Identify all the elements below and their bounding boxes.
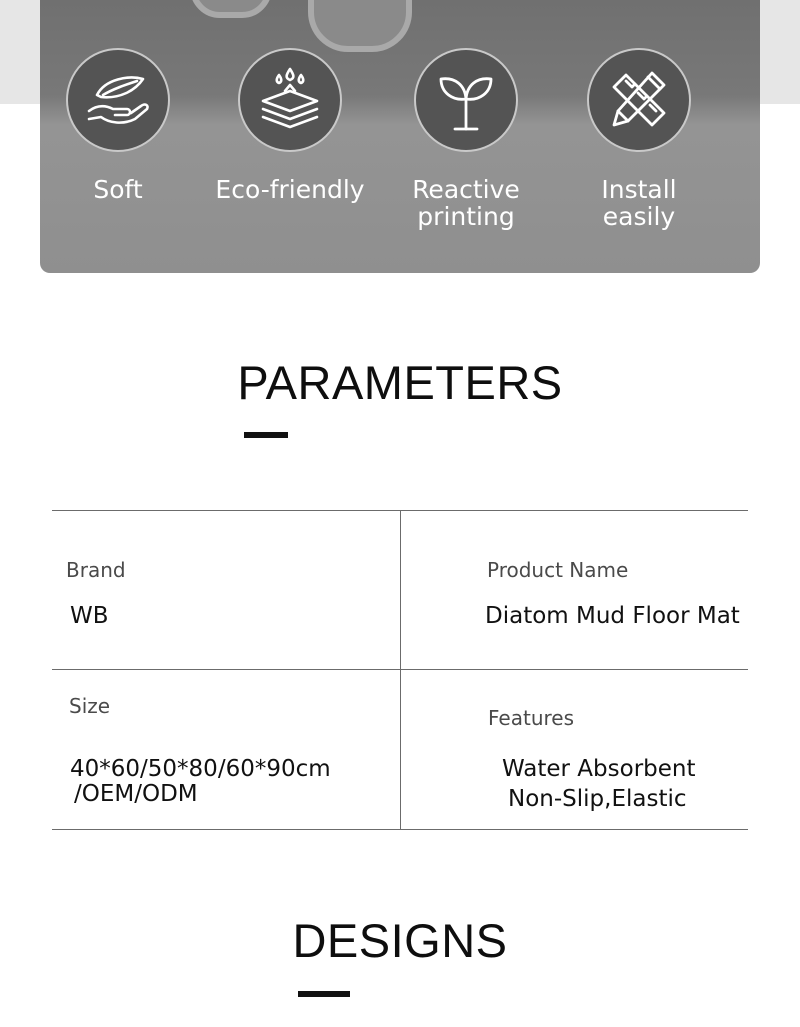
designs-title: DESIGNS [292, 914, 508, 967]
features-banner [40, 0, 760, 273]
title-underline [298, 991, 350, 997]
product-name-label: Product Name [487, 558, 629, 582]
features-value-line2: Non-Slip,Elastic [508, 786, 687, 812]
size-value-line1: 40*60/50*80/60*90cm [70, 756, 331, 782]
title-underline [244, 432, 288, 438]
feature-reactive-printing [391, 48, 541, 230]
feature-install-easily [564, 48, 714, 230]
feature-label: Install easily [601, 175, 677, 231]
parameters-table [52, 510, 748, 830]
brand-label: Brand [66, 558, 126, 582]
layers-drops-icon [238, 48, 342, 152]
features-label: Features [488, 706, 574, 730]
feature-label: Soft [93, 175, 143, 204]
sprout-icon [414, 48, 518, 152]
feature-label: Eco-friendly [215, 175, 365, 204]
brand-value: WB [70, 603, 109, 629]
leaf-hand-icon [66, 48, 170, 152]
product-name-value: Diatom Mud Floor Mat [485, 603, 740, 629]
size-value-line2: /OEM/ODM [74, 781, 198, 807]
product-image-edge [308, 0, 412, 52]
feature-soft [43, 48, 193, 203]
parameters-title: PARAMETERS [237, 356, 563, 409]
table-divider [400, 511, 401, 829]
features-value-line1: Water Absorbent [502, 756, 696, 782]
feature-eco-friendly [215, 48, 365, 203]
size-label: Size [69, 694, 111, 718]
feature-label: Reactive printing [412, 175, 520, 231]
product-image-edge [190, 0, 272, 18]
pencil-ruler-icon [587, 48, 691, 152]
